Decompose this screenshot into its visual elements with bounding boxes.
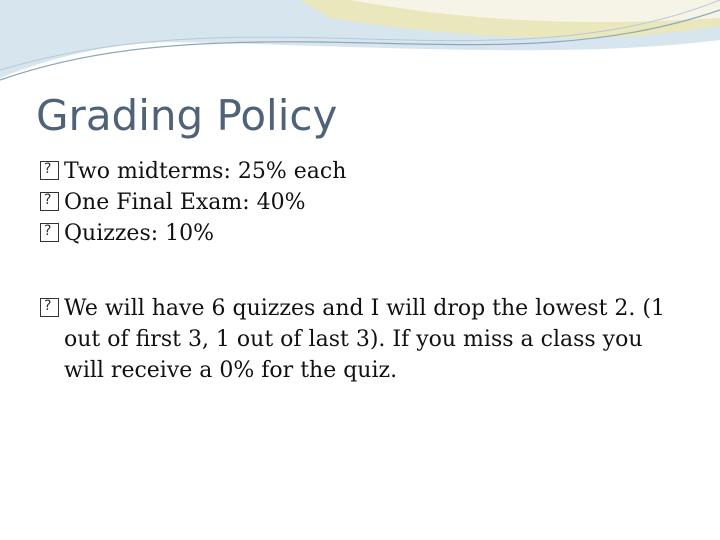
bullet-text-quiz-policy: We will have 6 quizzes and I will drop the lowest 2. (1 out of first 3, 1 out of last 3). If you miss a class you will receive a 0% for the quiz.: [64, 296, 665, 383]
bullet-item-midterms: [40, 156, 680, 187]
header-wave-decoration: [0, 0, 720, 90]
bullet-text-quizzes: Quizzes: 10%: [64, 221, 215, 246]
bullet-list: [40, 156, 680, 386]
bullet-text-midterms: Two midterms: 25% each: [64, 159, 347, 184]
missing-glyph-bullet-icon: [40, 161, 59, 180]
bullet-item-quiz-policy: [40, 293, 680, 386]
bullet-item-quizzes: [40, 218, 680, 249]
bullet-item-final-exam: [40, 187, 680, 218]
slide-title: Grading Policy: [36, 91, 338, 140]
missing-glyph-bullet-icon: [40, 223, 59, 242]
missing-glyph-bullet-icon: [40, 298, 59, 317]
missing-glyph-bullet-icon: [40, 192, 59, 211]
bullet-text-final-exam: One Final Exam: 40%: [64, 190, 306, 215]
